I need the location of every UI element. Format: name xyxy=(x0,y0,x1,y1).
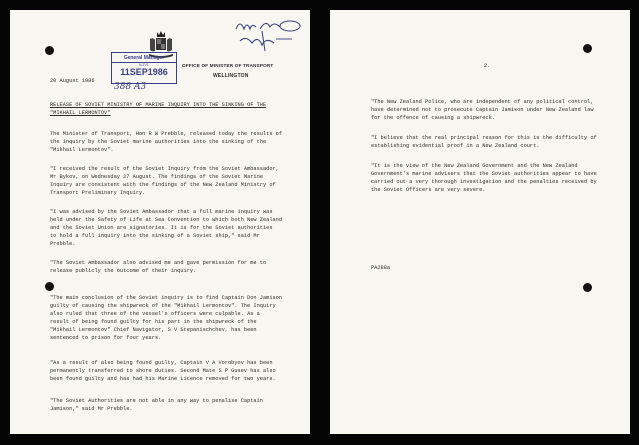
punch-hole xyxy=(583,283,592,292)
punch-hole xyxy=(45,46,54,55)
office-city: WELLINGTON xyxy=(213,73,249,79)
handwritten-initials-signature xyxy=(232,17,304,53)
paragraph: The Minister of Transport, Hon R W Prebble, released today the results of the inquiry by the Soviet marine authorities into the sinking of the "Mikhail Lermontov". xyxy=(50,131,283,153)
punch-hole xyxy=(583,44,592,53)
paragraph: "The main conclusion of the Soviet inquiry is to find Captain Don Jamison guilty of causing the shipwreck of the "Mikhail Lermontov". The Inquiry also ruled that three of the vessel's officers were culpable. As a result of being found guilty for his part in the shipwreck of the "Mikhail Lermontov" Chief Navigator, S V Stepanischchev, has been sentenced to prison for four years. xyxy=(50,295,283,341)
paragraph: "The Soviet Authorities are not able in any way to penalise Captain Jamison," said Mr Prebble. xyxy=(50,398,263,412)
letter-date: 20 August 1986 xyxy=(50,78,95,84)
stamp-title: General Manager xyxy=(112,55,176,63)
stamp-date: 11SEP1986 xyxy=(120,67,168,77)
document-page-2 xyxy=(330,10,630,434)
page-number: 2. xyxy=(484,63,491,69)
document-page-1 xyxy=(10,10,310,434)
paragraph: "As a result of also being found guilty, Captain V A Vorobyov has been permanently transferred to shore duties. Second Mate S P Gusev has also been found guilty and has had his Marine Licence removed for two years. xyxy=(50,360,276,382)
handwritten-file-reference: 388 A3 xyxy=(114,82,147,92)
punch-hole xyxy=(45,282,54,291)
paragraph: "I received the result of the Soviet Inquiry from the Soviet Ambassador, Mr Bykov, on Wednesday 27 August. The findings of the Soviet Marine Inquiry are consistent with the findings of the New Zealand Ministry of Transport Preliminary Inquiry. xyxy=(50,166,279,196)
stamp-subtitle: N.Z.R. xyxy=(138,63,150,67)
paragraph: "It is the view of the New Zealand Government and the New Zealand Government's marine advisers that the Soviet authorities appear to have carried out a very thorough investigation and the penalties received by the Soviet Officers are very severe. xyxy=(371,163,597,193)
paragraph: "The Soviet Ambassador also advised me and gave permission for me to release publicly the outcome of their inquiry. xyxy=(50,260,267,274)
paragraph: "I believe that the real principal reason for this is the difficulty of establishing evidential proof in a New Zealand court. xyxy=(371,135,597,149)
document-reference-code: PA288a xyxy=(371,265,391,271)
document-title: RELEASE OF SOVIET MINISTRY OF MARINE INQUIRY INTO THE SINKING OF THE "MIKHAIL LERMONTOV" xyxy=(50,102,267,116)
paragraph: "The New Zealand Police, who are independent of any political control, have determined not to prosecute Captain Jamison under New Zealand law for the offence of causing a shipwreck. xyxy=(371,99,594,121)
received-stamp xyxy=(111,52,177,84)
office-name: OFFICE OF MINISTER OF TRANSPORT xyxy=(182,63,274,68)
paragraph: "I was advised by the Soviet Ambassador that a full marine inquiry was held under the Safety of Life at Sea Convention to which both New Zealand and the Soviet Union are signatories. It is for the Soviet authorities to hold a full inquiry into the sinking of a Soviet ship," said Mr Prebble. xyxy=(50,209,283,247)
